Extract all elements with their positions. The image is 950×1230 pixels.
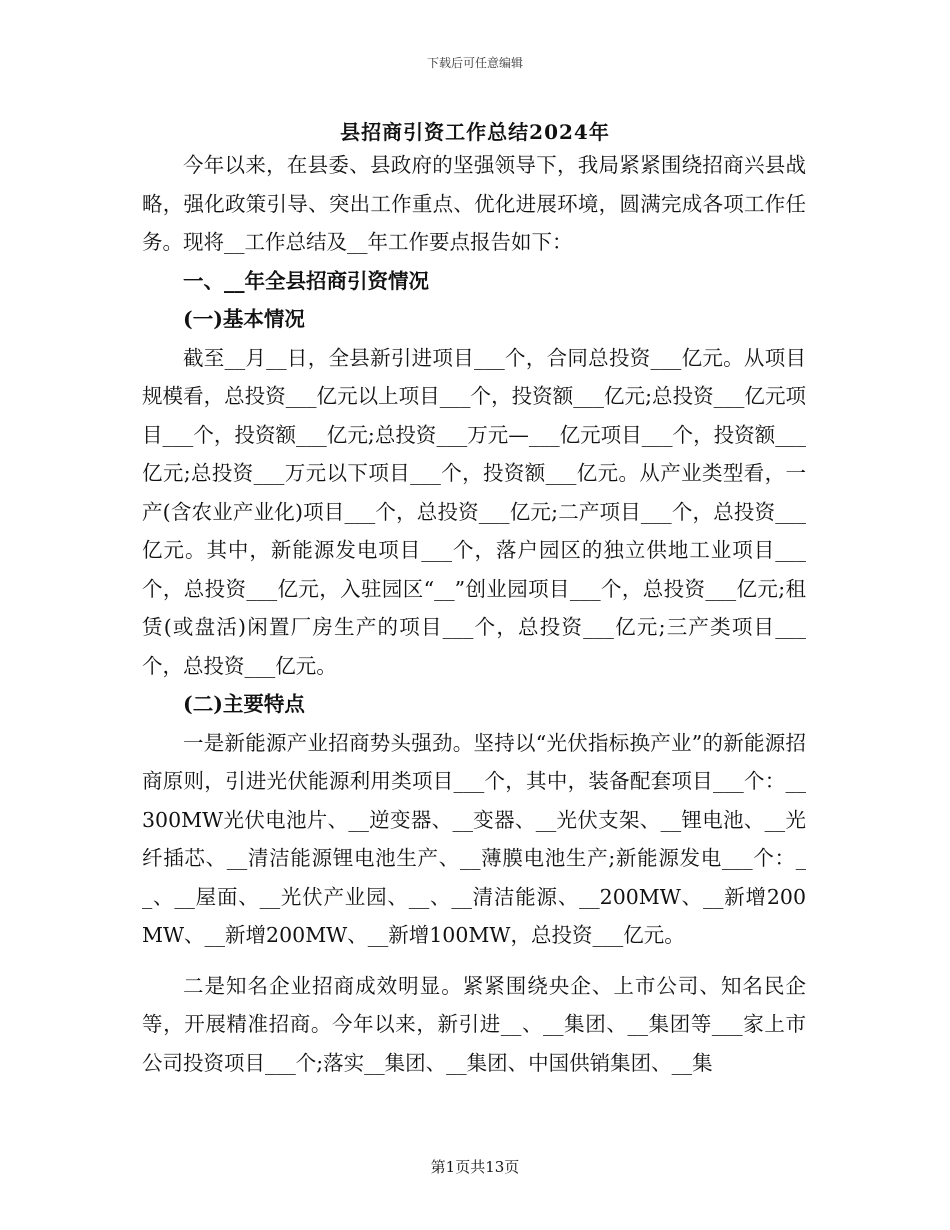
- subsection-heading-basic: (一)基本情况: [183, 307, 305, 331]
- intro-paragraph: 今年以来，在县委、县政府的坚强领导下，我局紧紧围绕招商兴县战略，强化政策引导、突出工作重点、优化进展环境，圆满完成各项工作任务。现将__工作总结及__年工作要点报告如下：: [142, 153, 806, 254]
- section-heading: 一、__年全县招商引资情况: [183, 268, 429, 293]
- feature-point-1-paragraph: 一是新能源产业招商势头强劲。坚持以“光伏指标换产业”的新能源招商原则，引进光伏能源利用类项目___个，其中，装备配套项目___个：__300MW光伏电池片、__逆变器、__变器、__光伏支架、__锂电池、__光纤插芯、__清洁能源锂电池生产、__薄膜电池生产;新能源发电___个：__、__屋面、__光伏产业园、__、__清洁能源、__200MW、__新增200MW、__新增200MW、__新增100MW，总投资___亿元。: [142, 730, 806, 947]
- basic-situation-paragraph: 截至__月__日，全县新引进项目___个，合同总投资___亿元。从项目规模看，总投资___亿元以上项目___个，投资额___亿元;总投资___亿元项目___个，投资额___亿元;总投资___万元—___亿元项目___个，投资额___亿元;总投资___万元以下项目___个，投资额___亿元。从产业类型看，一产(含农业产业化)项目___个，总投资___亿元;二产项目___个，总投资___亿元。其中，新能源发电项目___个，落户园区的独立供地工业项目___个，总投资___亿元，入驻园区“__”创业园项目___个，总投资___亿元;租赁(或盘活)闲置厂房生产的项目___个，总投资___亿元;三产类项目___个，总投资___亿元。: [142, 345, 806, 678]
- page-number-footer: 第1页共13页: [430, 1158, 520, 1176]
- subsection-heading-features: (二)主要特点: [183, 692, 305, 716]
- document-title: 县招商引资工作总结2024年: [340, 120, 610, 144]
- document-body: [142, 146, 806, 1082]
- page-header-note: 下载后可任意编辑: [426, 56, 523, 70]
- feature-point-2-paragraph: 二是知名企业招商成效明显。紧紧围绕央企、上市公司、知名民企等，开展精准招商。今年以来，新引进__、__集团、__集团等___家上市公司投资项目___个;落实__集团、__集团、中国供销集团、__集: [142, 973, 806, 1075]
